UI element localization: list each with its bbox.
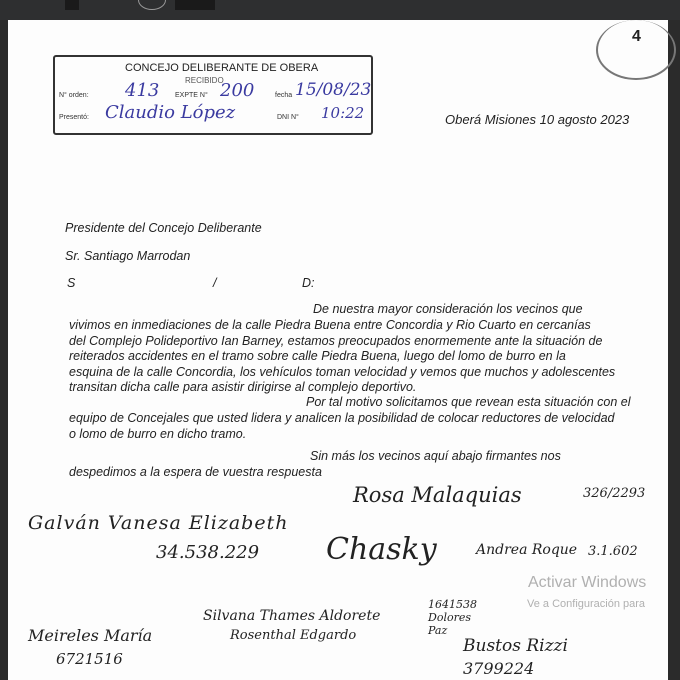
signature-number: 326/2293 <box>583 486 646 501</box>
signature: Meireles María <box>28 626 153 645</box>
salutation-s: S <box>67 276 76 290</box>
text-line: vivimos en inmediaciones de la calle Piedra Buena entre Concordia y Rio Cuarto en cercanías <box>69 318 591 332</box>
expte-label: EXPTE N° <box>175 92 208 99</box>
signature: Rosenthal Edgardo <box>230 628 357 643</box>
fecha-label: fecha <box>275 92 293 99</box>
paragraph-3-line: despedimos a la espera de vuestra respuesta <box>69 465 322 479</box>
recipient-name: Sr. Santiago Marrodan <box>65 249 191 263</box>
activation-watermark-title: Activar Windows <box>528 574 647 591</box>
text-line: o lomo de burro en dicho tramo. <box>69 426 247 441</box>
presento-value: Claudio López <box>105 102 236 123</box>
signature: 1641538 Dolores Paz <box>428 598 477 638</box>
viewer-toolbar <box>0 0 680 20</box>
text-line: esquina de la calle Concordia, los vehículos toman velocidad y vemos que muchos y adolescentes <box>69 364 616 379</box>
signature: Silvana Thames Aldorete <box>203 608 381 624</box>
text-line: del Complejo Polideportivo Ian Barney, estamos preocupados enormemente ante la situación de <box>69 333 603 348</box>
orden-label: N° orden: <box>59 92 89 99</box>
toolbar-circle-button[interactable] <box>138 0 166 10</box>
salutation-d: D: <box>302 276 315 290</box>
stamp-title: CONCEJO DELIBERANTE DE OBERA <box>125 62 319 74</box>
received-stamp <box>53 55 373 135</box>
recipient-title: Presidente del Concejo Deliberante <box>65 221 262 235</box>
paragraph-1 <box>69 318 615 396</box>
seal-number: 4 <box>632 28 641 45</box>
fecha-value: 15/08/23 <box>295 80 372 100</box>
signature-number: 34.538.229 <box>156 542 260 563</box>
toolbar-button[interactable] <box>65 0 79 10</box>
place-date: Oberá Misiones 10 agosto 2023 <box>445 112 630 127</box>
hora-value: 10:22 <box>321 104 365 122</box>
text-line: reiterados accidentes en el tramo sobre calle Piedra Buena, luego del lomo de burro en la <box>69 349 566 363</box>
toolbar-button[interactable] <box>175 0 215 10</box>
text-line: transitan dicha calle para asistir dirigirse al complejo deportivo. <box>69 380 417 394</box>
expte-value: 200 <box>220 80 255 101</box>
paragraph-1-first-line: De nuestra mayor consideración los vecinos que <box>313 302 583 316</box>
paragraph-3-first-line: Sin más los vecinos aquí abajo firmantes nos <box>310 449 561 463</box>
signature: Galván Vanesa Elizabeth <box>28 512 289 534</box>
signature: Chasky <box>326 532 437 567</box>
signature: Bustos Rizzi <box>463 636 568 656</box>
salutation-slash: / <box>213 276 217 290</box>
activation-watermark-subtitle: Ve a Configuración para <box>527 598 646 610</box>
signature-number: 6721516 <box>56 650 123 668</box>
paragraph-2-first-line: Por tal motivo solicitamos que revean esta situación con el <box>306 395 631 409</box>
text-line: equipo de Concejales que usted lidera y analicen la posibilidad de colocar reductores de velocidad <box>69 411 615 425</box>
council-seal <box>596 20 676 80</box>
paragraph-2 <box>69 411 615 442</box>
presento-label: Presentó: <box>59 114 89 121</box>
signature-number: 3.1.602 <box>588 544 638 559</box>
orden-value: 413 <box>125 80 160 101</box>
signature: Rosa Malaquias <box>353 483 522 507</box>
dni-label: DNI N° <box>277 114 299 121</box>
signature: Andrea Roque <box>476 542 578 558</box>
stamp-subtitle: RECIBIDO <box>185 76 224 85</box>
signature-number: 3799224 <box>463 659 535 678</box>
